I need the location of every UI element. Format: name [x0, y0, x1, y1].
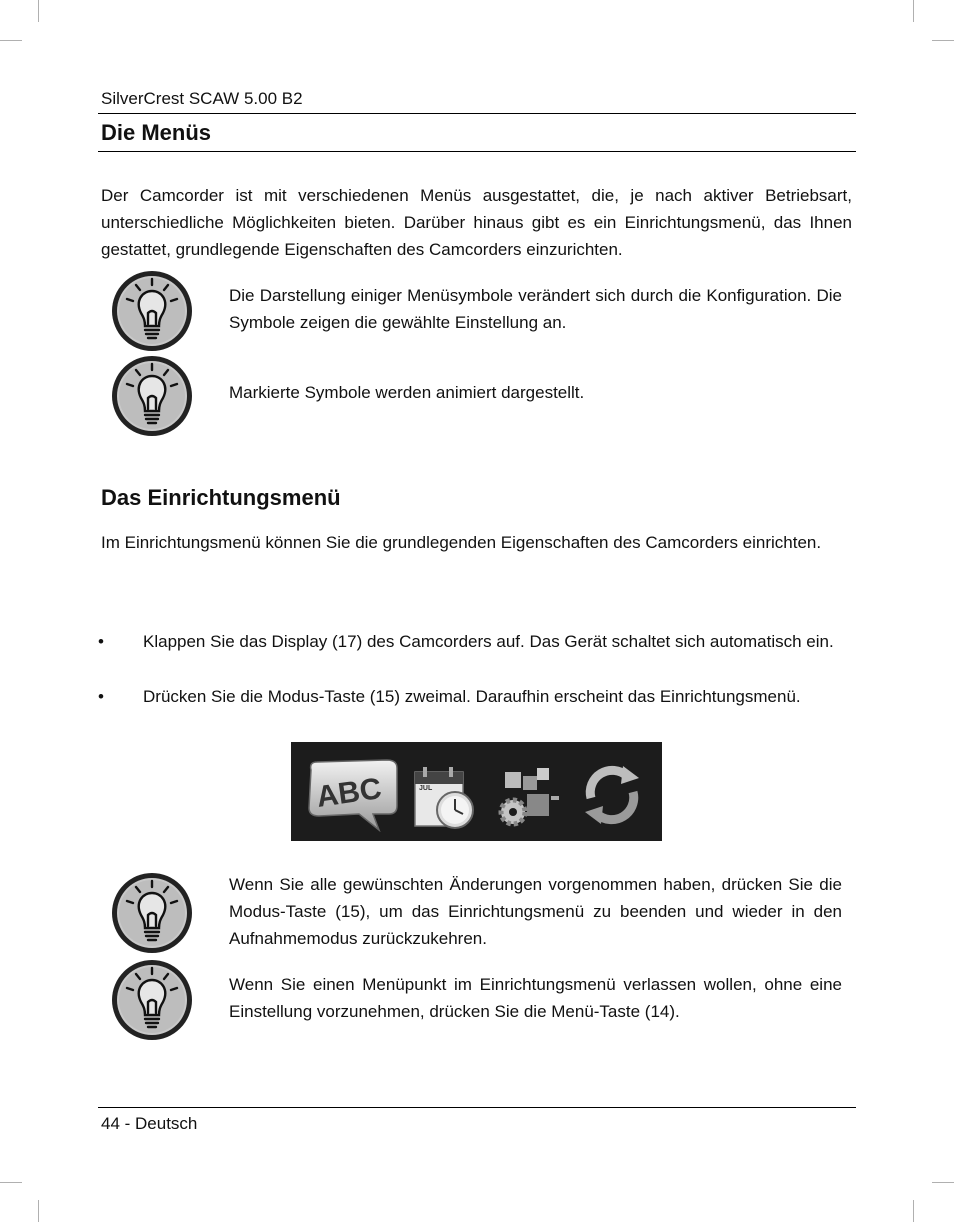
- crop-mark: [0, 40, 22, 41]
- lightbulb-tip-icon: [110, 871, 194, 955]
- crop-mark: [0, 1182, 22, 1183]
- lightbulb-tip-icon: [110, 269, 194, 353]
- crop-mark: [932, 40, 954, 41]
- lightbulb-tip-icon: [110, 354, 194, 438]
- bullet-marker: •: [98, 687, 104, 706]
- page-number: 44 - Deutsch: [101, 1114, 198, 1133]
- abc-label: ABC: [314, 772, 384, 814]
- settings-gear-icon: [493, 766, 565, 830]
- document-header: SilverCrest SCAW 5.00 B2: [101, 89, 303, 108]
- reset-refresh-icon: [577, 762, 647, 828]
- crop-mark: [932, 1182, 954, 1183]
- tip-paragraph: Wenn Sie alle gewünschten Änderungen vorgenommen haben, drücken Sie die Modus-Taste (15), um das Einrichtungsmenü zu beenden und wieder in den Aufnahmemodus zurückzukehren.: [229, 875, 842, 948]
- abc-language-icon: [303, 756, 403, 832]
- calendar-month-label: JUL: [419, 785, 433, 792]
- calendar-clock-icon: [409, 764, 479, 834]
- bullet-item: [98, 628, 853, 655]
- tip-paragraph: Markierte Symbole werden animiert dargestellt.: [229, 383, 585, 402]
- bullet-text: Drücken Sie die Modus-Taste (15) zweimal. Daraufhin erscheint das Einrichtungsmenü.: [143, 687, 801, 706]
- setup-menu-screenshot: [291, 742, 662, 841]
- section-heading-setup-menu: Das Einrichtungsmenü: [101, 485, 341, 510]
- crop-mark: [913, 1200, 914, 1222]
- bullet-text: Klappen Sie das Display (17) des Camcorders auf. Das Gerät schaltet sich automatisch ein.: [143, 632, 834, 651]
- intro-paragraph: Der Camcorder ist mit verschiedenen Menüs ausgestattet, die, je nach aktiver Betriebsart, unterschiedliche Möglichkeiten bieten. Darüber hinaus gibt es ein Einrichtungsmenü, das Ihnen gestattet, grundlegende Eigenschaften des Camcorders einzurichten.: [101, 186, 852, 259]
- bullet-item: [98, 683, 853, 710]
- crop-mark: [913, 0, 914, 22]
- lightbulb-tip-icon: [110, 958, 194, 1042]
- crop-mark: [38, 0, 39, 22]
- crop-mark: [38, 1200, 39, 1222]
- tip-paragraph: Wenn Sie einen Menüpunkt im Einrichtungsmenü verlassen wollen, ohne eine Einstellung vorzunehmen, drücken Sie die Menü-Taste (14).: [229, 975, 842, 1021]
- section-heading-menus: Die Menüs: [101, 120, 212, 145]
- header-rule: [98, 113, 856, 114]
- setup-intro-paragraph: Im Einrichtungsmenü können Sie die grundlegenden Eigenschaften des Camcorders einrichten.: [101, 533, 822, 552]
- bullet-marker: •: [98, 632, 104, 651]
- heading-rule: [98, 151, 856, 152]
- footer-rule: [98, 1107, 856, 1108]
- tip-paragraph: Die Darstellung einiger Menüsymbole verändert sich durch die Konfiguration. Die Symbole zeigen die gewählte Einstellung an.: [229, 286, 842, 332]
